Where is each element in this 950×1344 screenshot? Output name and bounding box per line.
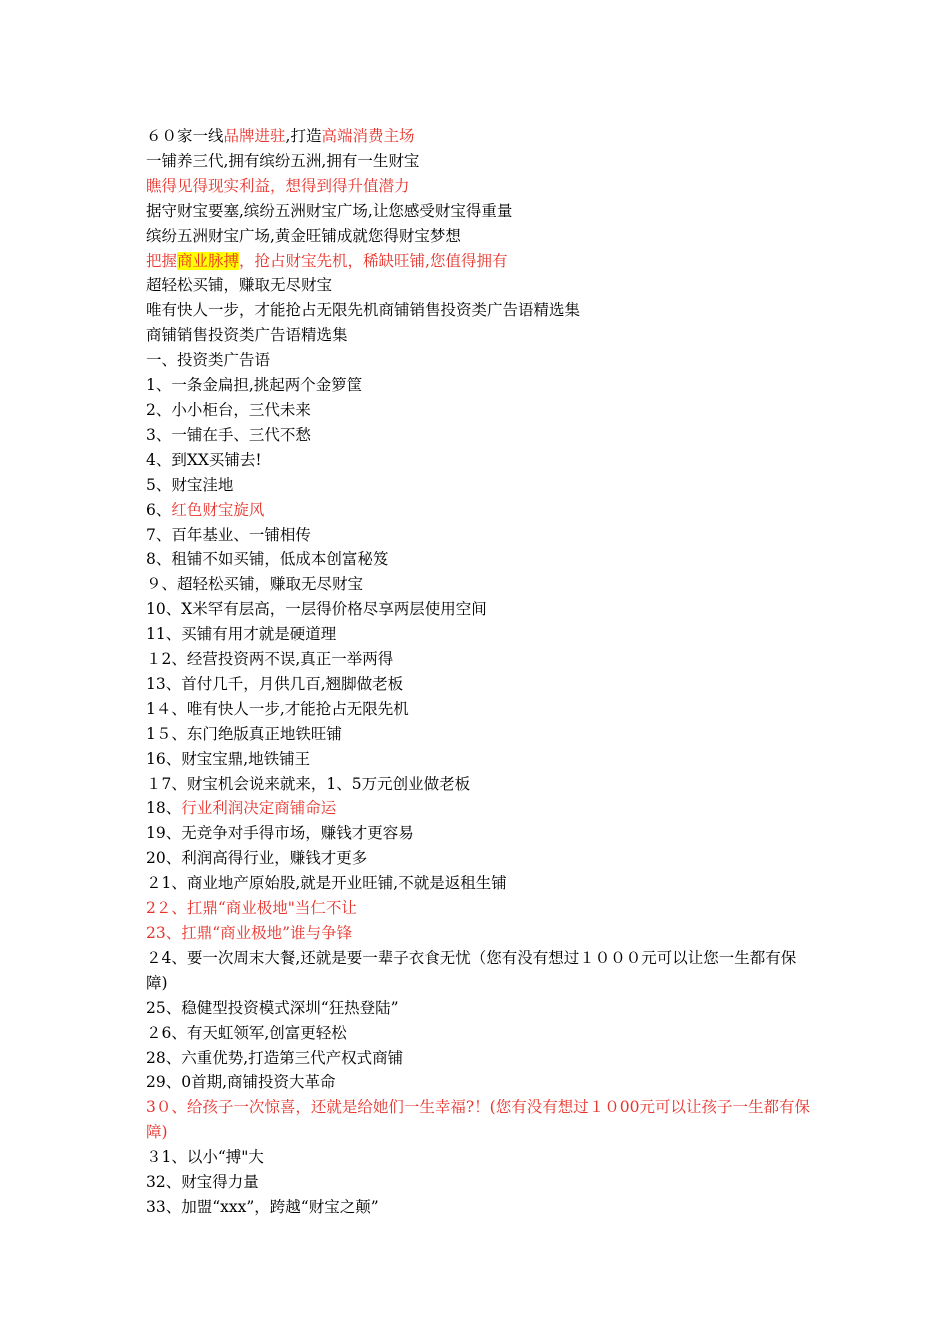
text-line [146,174,816,199]
red-text: 扛鼎“商业极地"当仁不让 [186,899,357,918]
text-line [146,796,816,821]
red-text: 行业利润决定商铺命运 [181,799,337,818]
red-text: 给孩子一次惊喜，还就是给她们一生幸福?！(您有没有想过１０00元可以让孩子一生都有保障) [146,1098,810,1142]
text-segment: 一铺养三代,拥有缤纷五洲,拥有一生财宝 [146,151,420,170]
highlighted-text: 商业脉搏 [177,251,240,270]
text-segment: 10、X米罕有层高，一层得价格尽享两层使用空间 [146,600,487,619]
text-line [146,697,816,722]
text-line [146,498,816,523]
text-line [146,199,816,224]
text-line [146,772,816,797]
text-line [146,149,816,174]
text-line [146,946,816,996]
text-line [146,249,816,274]
text-line [146,722,816,747]
text-segment: 1５、东门绝版真正地铁旺铺 [146,724,342,743]
red-text: 把握 [146,251,178,270]
document-page [146,124,816,1220]
text-segment: 3、一铺在手、三代不愁 [146,425,311,444]
text-line [146,298,816,323]
text-line [146,1021,816,1046]
text-segment: 29、0首期,商铺投资大革命 [146,1073,336,1092]
text-line [146,373,816,398]
text-segment: ２6、有天虹领军,创富更轻松 [146,1023,347,1042]
text-segment: 8、租铺不如买铺，低成本创富秘笈 [146,550,389,569]
text-line [146,921,816,946]
text-segment: 16、财宝宝鼎,地铁铺王 [146,749,311,768]
text-segment: 唯有快人一步，才能抢占无限先机商铺销售投资类广告语精选集 [146,301,581,320]
text-segment: 据守财宝要塞,缤纷五洲财宝广场,让您感受财宝得重量 [146,201,513,220]
text-segment: 2、小小柜台，三代未来 [146,400,311,419]
text-segment: 28、六重优势,打造第三代产权式商铺 [146,1048,404,1067]
text-line [146,1145,816,1170]
red-text: 品牌进驻 [223,127,286,145]
text-segment: １2、经营投资两不误,真正一举两得 [146,650,394,669]
text-line [146,572,816,597]
text-segment: 缤纷五洲财宝广场,黄金旺铺成就您得财宝梦想 [146,226,461,245]
text-line [146,1170,816,1195]
text-segment: 11、买铺有用才就是硬道理 [146,625,337,644]
text-segment: 6、 [146,500,172,519]
text-line [146,1095,816,1145]
text-segment: 1４、唯有快人一步,才能抢占无限先机 [146,699,409,718]
text-line [146,622,816,647]
text-line [146,896,816,921]
text-segment: 25、稳健型投资模式深圳“狂热登陆” [146,998,399,1017]
red-text: 高端消费主场 [321,127,415,145]
text-line [146,597,816,622]
text-line [146,1046,816,1071]
red-text: 3０、 [146,1098,187,1117]
text-line [146,473,816,498]
text-segment: 7、百年基业、一铺相传 [146,525,311,544]
red-text: 23、 [146,924,182,942]
text-segment: ２1、商业地产原始股,就是开业旺铺,不就是返租生铺 [146,874,507,893]
text-line [146,273,816,298]
text-line [146,1195,816,1220]
text-line [146,348,816,373]
red-text: ，抢占财宝先机，稀缺旺铺,您值得拥有 [239,251,508,270]
text-line [146,871,816,896]
text-line [146,996,816,1021]
text-line [146,846,816,871]
text-line [146,747,816,772]
text-segment: 18、 [146,799,182,818]
text-line [146,547,816,572]
text-line [146,423,816,448]
text-segment: 33、加盟“xxx”，跨越“财宝之颠” [146,1197,379,1216]
text-line [146,224,816,249]
text-line [146,672,816,697]
text-segment: １7、财宝机会说来就来，1、5万元创业做老板 [146,774,471,793]
text-segment: ２4、要一次周末大餐,还就是要一辈子衣食无忧（您有没有想过１０００元可以让您一生都有保障) [146,948,797,992]
red-text: 扛鼎“商业极地”谁与争锋 [181,924,353,942]
text-segment: 超轻松买铺，赚取无尽财宝 [146,276,333,295]
red-text: 2２、 [146,899,187,918]
text-line [146,448,816,473]
text-segment: 20、利润高得行业，赚钱才更多 [146,849,368,868]
text-segment: ,打造 [285,127,322,145]
text-line [146,398,816,423]
text-line [146,323,816,348]
text-segment: 5、财宝洼地 [146,475,234,494]
text-segment: 4、到XX买铺去! [146,450,262,469]
text-segment: 商铺销售投资类广告语精选集 [146,326,348,345]
text-line [146,1070,816,1095]
text-line [146,821,816,846]
text-line [146,647,816,672]
text-segment: 32、财宝得力量 [146,1173,259,1192]
red-text: 瞧得见得现实利益，想得到得升值潜力 [146,176,410,195]
text-line [146,523,816,548]
text-segment: 一、投资类广告语 [146,351,271,370]
text-segment: 1、一条金扁担,挑起两个金箩筐 [146,376,363,395]
text-segment: 13、首付几千，月供几百,翘脚做老板 [146,674,404,693]
text-segment: ６０家一线 [146,127,224,145]
text-segment: ３1、以小“搏"大 [146,1148,264,1167]
text-segment: ９、超轻松买铺，赚取无尽财宝 [146,575,364,594]
text-line [146,124,816,149]
red-text: 红色财宝旋风 [171,500,265,519]
text-segment: 19、无竞争对手得市场，赚钱才更容易 [146,824,414,843]
